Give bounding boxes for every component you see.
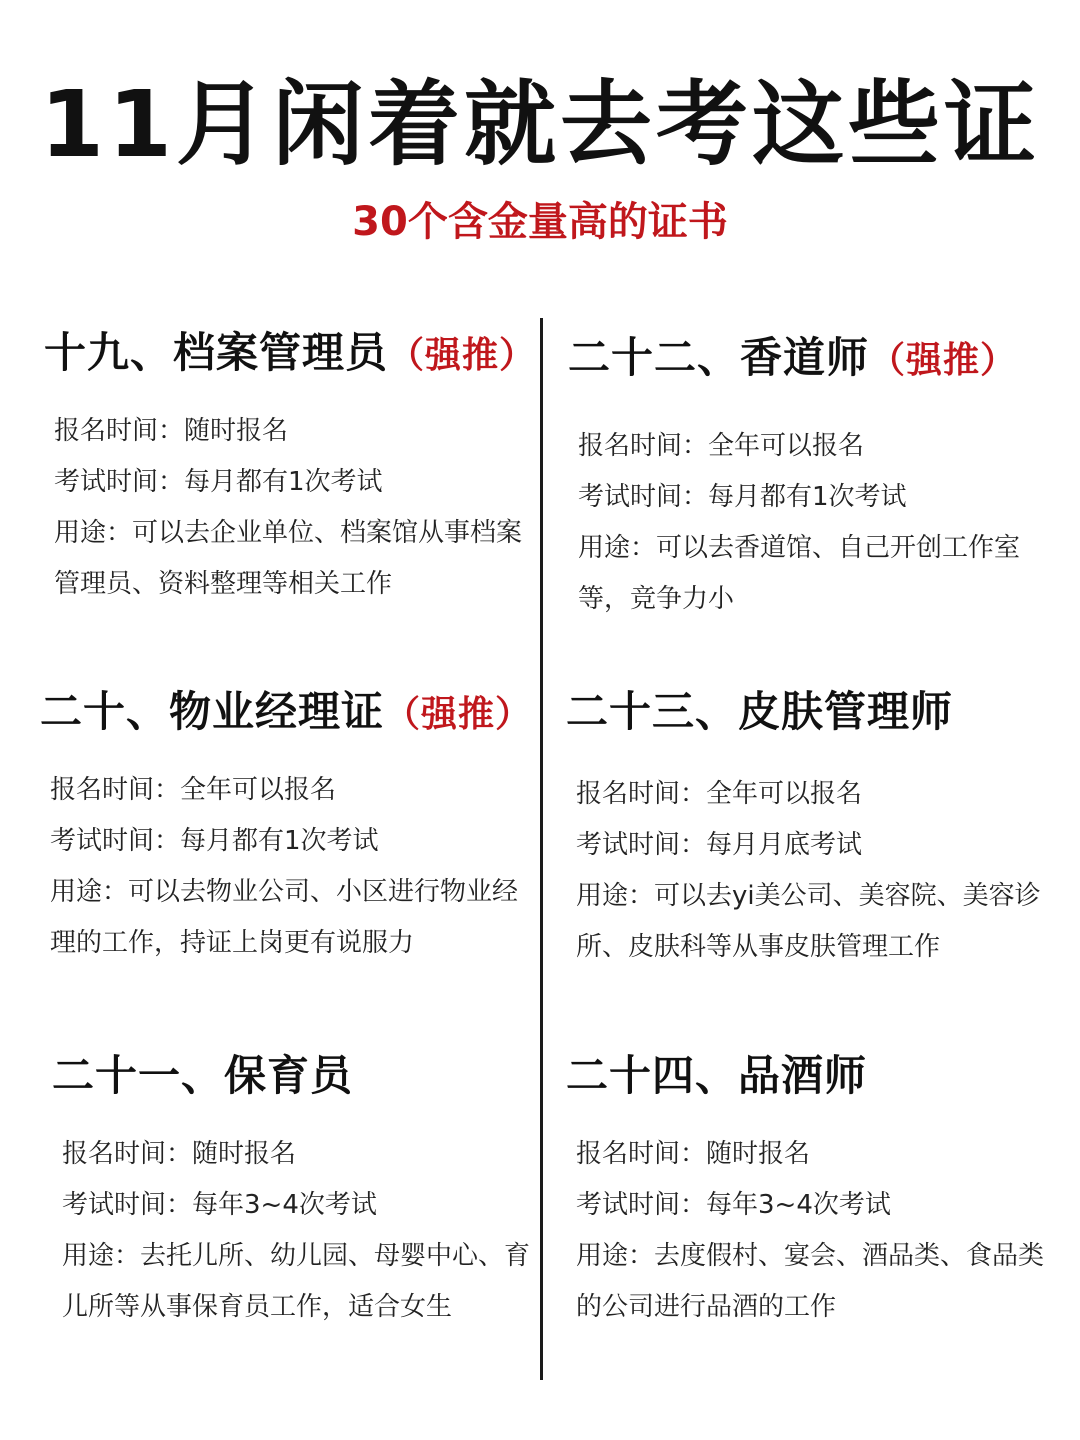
signup-time: 报名时间：随时报名 (576, 1139, 811, 1169)
recommend-tag: （强推） (869, 340, 1018, 381)
section-heading (52, 1048, 542, 1107)
usage-text: 用途：去度假村、宴会、酒品类、食品类的公司进行品酒的工作 (576, 1241, 1045, 1322)
section-title: 二十、物业经理证 (40, 687, 385, 736)
certificate-section (40, 684, 533, 969)
certificate-section (44, 325, 537, 610)
usage-text: 用途：可以去物业公司、小区进行物业经理的工作，持证上岗更有说服力 (50, 877, 519, 958)
usage-text: 用途：可以去企业单位、档案馆从事档案管理员、资料整理等相关工作 (54, 518, 523, 599)
exam-time: 考试时间：每年3~4次考试 (62, 1190, 377, 1220)
section-title: 二十一、保育员 (52, 1051, 354, 1100)
signup-time: 报名时间：全年可以报名 (578, 431, 865, 461)
section-title: 二十二、香道师 (568, 333, 870, 382)
signup-time: 报名时间：随时报名 (62, 1139, 297, 1169)
exam-time: 考试时间：每月月底考试 (576, 830, 863, 860)
signup-time: 报名时间：随时报名 (54, 416, 289, 446)
recommend-tag: （强推） (384, 694, 533, 735)
section-title: 二十三、皮肤管理师 (566, 687, 954, 736)
section-heading (568, 330, 1058, 389)
certificate-section (566, 1048, 1056, 1333)
section-title: 十九、档案管理员 (44, 328, 389, 377)
section-heading (44, 325, 537, 384)
usage-text: 用途：去托儿所、幼儿园、母婴中心、育儿所等从事保育员工作，适合女生 (62, 1241, 531, 1322)
signup-time: 报名时间：全年可以报名 (50, 775, 337, 805)
section-heading (566, 684, 1056, 743)
exam-time: 考试时间：每月都有1次考试 (50, 826, 379, 856)
usage-text: 用途：可以去yi美公司、美容院、美容诊所、皮肤科等从事皮肤管理工作 (576, 881, 1041, 962)
signup-time: 报名时间：全年可以报名 (576, 779, 863, 809)
recommend-tag: （强推） (388, 335, 537, 376)
certificate-section (52, 1048, 542, 1333)
certificate-section (568, 330, 1058, 625)
exam-time: 考试时间：每月都有1次考试 (578, 482, 907, 512)
section-title: 二十四、品酒师 (566, 1051, 868, 1100)
page-subtitle: 30个含金量高的证书 (352, 199, 728, 245)
certificate-section (566, 684, 1056, 973)
section-heading (566, 1048, 1056, 1107)
page-title: 11月闲着就去考这些证 (39, 71, 1041, 178)
usage-text: 用途：可以去香道馆、自己开创工作室等，竞争力小 (578, 533, 1021, 614)
section-heading (40, 684, 533, 743)
exam-time: 考试时间：每月都有1次考试 (54, 467, 383, 497)
exam-time: 考试时间：每年3~4次考试 (576, 1190, 891, 1220)
